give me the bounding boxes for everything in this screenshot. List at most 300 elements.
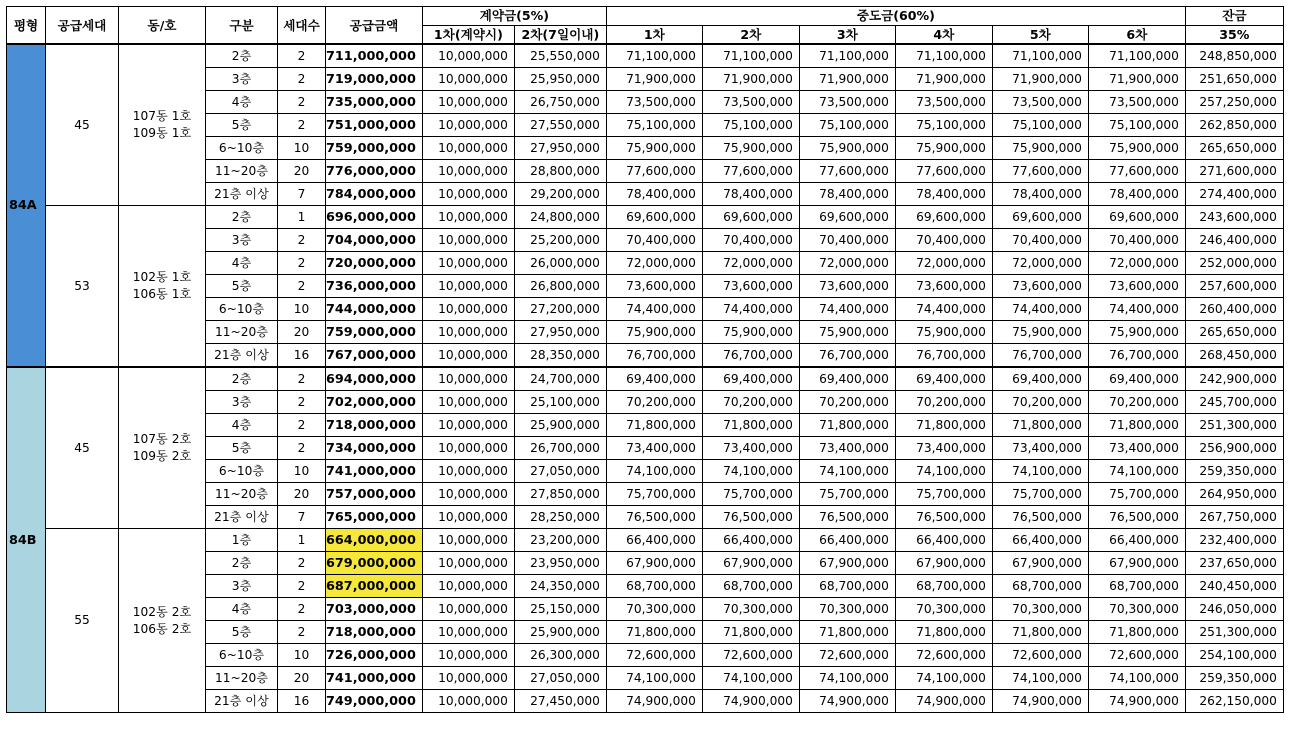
middle-payment-6-cell: 70,400,000 (1088, 229, 1185, 252)
balance-cell: 251,300,000 (1185, 414, 1283, 437)
supply-units-cell: 55 (46, 529, 119, 713)
middle-payment-2-cell: 75,900,000 (702, 321, 799, 344)
middle-payment-2-cell: 75,900,000 (702, 137, 799, 160)
supply-price-cell: 744,000,000 (326, 298, 423, 321)
building-cell (119, 367, 206, 529)
middle-payment-3-cell: 67,900,000 (799, 552, 895, 575)
middle-payment-2-cell: 68,700,000 (702, 575, 799, 598)
households-cell: 2 (278, 367, 326, 391)
contract-1-cell: 10,000,000 (422, 275, 514, 298)
header-middle-1: 1차 (606, 25, 702, 44)
floor-cell: 21층 이상 (206, 506, 278, 529)
middle-payment-4-cell: 73,600,000 (895, 275, 992, 298)
contract-1-cell: 10,000,000 (422, 252, 514, 275)
contract-2-cell: 26,800,000 (514, 275, 606, 298)
middle-payment-2-cell: 71,100,000 (702, 44, 799, 68)
middle-payment-2-cell: 75,100,000 (702, 114, 799, 137)
floor-cell: 4층 (206, 252, 278, 275)
balance-cell: 248,850,000 (1185, 44, 1283, 68)
middle-payment-1-cell: 74,900,000 (606, 690, 702, 713)
contract-2-cell: 23,200,000 (514, 529, 606, 552)
building-line: 106동 1호 (132, 287, 192, 301)
contract-2-cell: 28,800,000 (514, 160, 606, 183)
middle-payment-6-cell: 73,400,000 (1088, 437, 1185, 460)
middle-payment-4-cell: 71,800,000 (895, 621, 992, 644)
middle-payment-2-cell: 69,400,000 (702, 367, 799, 391)
middle-payment-5-cell: 70,200,000 (992, 391, 1088, 414)
households-cell: 2 (278, 391, 326, 414)
table-body (7, 44, 1284, 713)
unit-type-cell: 84A (7, 44, 46, 367)
floor-cell: 3층 (206, 391, 278, 414)
households-cell: 16 (278, 690, 326, 713)
floor-cell: 4층 (206, 91, 278, 114)
contract-1-cell: 10,000,000 (422, 506, 514, 529)
middle-payment-3-cell: 70,400,000 (799, 229, 895, 252)
contract-2-cell: 25,900,000 (514, 621, 606, 644)
supply-price-cell: 726,000,000 (326, 644, 423, 667)
middle-payment-1-cell: 75,900,000 (606, 137, 702, 160)
balance-cell: 251,650,000 (1185, 68, 1283, 91)
floor-cell: 3층 (206, 575, 278, 598)
middle-payment-4-cell: 75,900,000 (895, 321, 992, 344)
middle-payment-2-cell: 69,600,000 (702, 206, 799, 229)
middle-payment-2-cell: 73,600,000 (702, 275, 799, 298)
middle-payment-6-cell: 74,100,000 (1088, 460, 1185, 483)
header-floor: 구분 (206, 7, 278, 45)
balance-cell: 267,750,000 (1185, 506, 1283, 529)
supply-price-cell: 719,000,000 (326, 68, 423, 91)
middle-payment-2-cell: 66,400,000 (702, 529, 799, 552)
floor-cell: 4층 (206, 414, 278, 437)
balance-cell: 259,350,000 (1185, 460, 1283, 483)
middle-payment-5-cell: 74,400,000 (992, 298, 1088, 321)
middle-payment-2-cell: 71,900,000 (702, 68, 799, 91)
middle-payment-6-cell: 75,700,000 (1088, 483, 1185, 506)
balance-cell: 251,300,000 (1185, 621, 1283, 644)
middle-payment-4-cell: 78,400,000 (895, 183, 992, 206)
table-row (7, 206, 1284, 229)
households-cell: 7 (278, 506, 326, 529)
supply-price-cell: 751,000,000 (326, 114, 423, 137)
middle-payment-4-cell: 69,600,000 (895, 206, 992, 229)
middle-payment-6-cell: 72,600,000 (1088, 644, 1185, 667)
contract-1-cell: 10,000,000 (422, 414, 514, 437)
supply-price-cell: 687,000,000 (326, 575, 423, 598)
contract-1-cell: 10,000,000 (422, 321, 514, 344)
middle-payment-6-cell: 76,700,000 (1088, 344, 1185, 368)
middle-payment-1-cell: 73,600,000 (606, 275, 702, 298)
building-cell (119, 206, 206, 368)
middle-payment-5-cell: 71,100,000 (992, 44, 1088, 68)
middle-payment-3-cell: 72,600,000 (799, 644, 895, 667)
balance-cell: 256,900,000 (1185, 437, 1283, 460)
middle-payment-2-cell: 67,900,000 (702, 552, 799, 575)
supply-price-cell: 694,000,000 (326, 367, 423, 391)
balance-cell: 245,700,000 (1185, 391, 1283, 414)
contract-2-cell: 27,850,000 (514, 483, 606, 506)
contract-2-cell: 27,950,000 (514, 137, 606, 160)
contract-2-cell: 27,200,000 (514, 298, 606, 321)
middle-payment-2-cell: 78,400,000 (702, 183, 799, 206)
middle-payment-3-cell: 71,800,000 (799, 414, 895, 437)
middle-payment-6-cell: 74,400,000 (1088, 298, 1185, 321)
supply-price-cell: 664,000,000 (326, 529, 423, 552)
middle-payment-2-cell: 75,700,000 (702, 483, 799, 506)
middle-payment-6-cell: 72,000,000 (1088, 252, 1185, 275)
households-cell: 10 (278, 644, 326, 667)
middle-payment-5-cell: 70,300,000 (992, 598, 1088, 621)
middle-payment-1-cell: 73,400,000 (606, 437, 702, 460)
contract-1-cell: 10,000,000 (422, 137, 514, 160)
middle-payment-6-cell: 70,300,000 (1088, 598, 1185, 621)
balance-cell: 257,250,000 (1185, 91, 1283, 114)
middle-payment-4-cell: 66,400,000 (895, 529, 992, 552)
middle-payment-6-cell: 74,900,000 (1088, 690, 1185, 713)
middle-payment-2-cell: 74,900,000 (702, 690, 799, 713)
middle-payment-1-cell: 75,700,000 (606, 483, 702, 506)
middle-payment-2-cell: 76,500,000 (702, 506, 799, 529)
balance-cell: 274,400,000 (1185, 183, 1283, 206)
middle-payment-5-cell: 77,600,000 (992, 160, 1088, 183)
middle-payment-4-cell: 72,600,000 (895, 644, 992, 667)
middle-payment-3-cell: 76,700,000 (799, 344, 895, 368)
building-cell (119, 529, 206, 713)
header-contract-1: 1차(계약시) (422, 25, 514, 44)
contract-1-cell: 10,000,000 (422, 483, 514, 506)
table-row (7, 44, 1284, 68)
middle-payment-4-cell: 71,800,000 (895, 414, 992, 437)
middle-payment-2-cell: 71,800,000 (702, 414, 799, 437)
middle-payment-2-cell: 70,300,000 (702, 598, 799, 621)
header-middle-2: 2차 (702, 25, 799, 44)
households-cell: 20 (278, 321, 326, 344)
middle-payment-6-cell: 66,400,000 (1088, 529, 1185, 552)
balance-cell: 265,650,000 (1185, 321, 1283, 344)
middle-payment-5-cell: 74,100,000 (992, 460, 1088, 483)
balance-cell: 254,100,000 (1185, 644, 1283, 667)
supply-units-cell: 53 (46, 206, 119, 368)
middle-payment-2-cell: 74,100,000 (702, 460, 799, 483)
middle-payment-3-cell: 75,700,000 (799, 483, 895, 506)
middle-payment-1-cell: 70,300,000 (606, 598, 702, 621)
middle-payment-6-cell: 70,200,000 (1088, 391, 1185, 414)
middle-payment-6-cell: 74,100,000 (1088, 667, 1185, 690)
building-line: 109동 1호 (132, 126, 192, 140)
building-line: 107동 2호 (132, 432, 192, 446)
balance-cell: 271,600,000 (1185, 160, 1283, 183)
middle-payment-2-cell: 74,400,000 (702, 298, 799, 321)
households-cell: 2 (278, 44, 326, 68)
balance-cell: 252,000,000 (1185, 252, 1283, 275)
middle-payment-6-cell: 71,800,000 (1088, 621, 1185, 644)
header-contract-2: 2차(7일이내) (514, 25, 606, 44)
households-cell: 20 (278, 160, 326, 183)
supply-price-cell: 784,000,000 (326, 183, 423, 206)
floor-cell: 5층 (206, 114, 278, 137)
households-cell: 2 (278, 575, 326, 598)
supply-price-cell: 735,000,000 (326, 91, 423, 114)
middle-payment-1-cell: 75,100,000 (606, 114, 702, 137)
middle-payment-6-cell: 76,500,000 (1088, 506, 1185, 529)
middle-payment-1-cell: 69,400,000 (606, 367, 702, 391)
households-cell: 2 (278, 275, 326, 298)
building-line: 107동 1호 (132, 109, 192, 123)
balance-cell: 246,400,000 (1185, 229, 1283, 252)
middle-payment-4-cell: 74,900,000 (895, 690, 992, 713)
middle-payment-4-cell: 76,500,000 (895, 506, 992, 529)
header-balance: 잔금 (1185, 7, 1283, 26)
middle-payment-4-cell: 69,400,000 (895, 367, 992, 391)
middle-payment-5-cell: 75,700,000 (992, 483, 1088, 506)
building-cell (119, 44, 206, 206)
supply-price-cell: 776,000,000 (326, 160, 423, 183)
contract-2-cell: 28,350,000 (514, 344, 606, 368)
price-table-container (6, 6, 1284, 713)
price-table (6, 6, 1284, 713)
middle-payment-1-cell: 70,400,000 (606, 229, 702, 252)
middle-payment-6-cell: 67,900,000 (1088, 552, 1185, 575)
unit-type-cell: 84B (7, 367, 46, 713)
contract-2-cell: 23,950,000 (514, 552, 606, 575)
middle-payment-2-cell: 71,800,000 (702, 621, 799, 644)
building-line: 109동 2호 (132, 449, 192, 463)
contract-2-cell: 27,550,000 (514, 114, 606, 137)
middle-payment-5-cell: 71,800,000 (992, 414, 1088, 437)
households-cell: 1 (278, 206, 326, 229)
building-line: 102동 1호 (132, 270, 192, 284)
households-cell: 2 (278, 414, 326, 437)
supply-price-cell: 702,000,000 (326, 391, 423, 414)
floor-cell: 5층 (206, 437, 278, 460)
middle-payment-3-cell: 78,400,000 (799, 183, 895, 206)
middle-payment-4-cell: 71,900,000 (895, 68, 992, 91)
middle-payment-1-cell: 70,200,000 (606, 391, 702, 414)
supply-price-cell: 696,000,000 (326, 206, 423, 229)
supply-price-cell: 718,000,000 (326, 414, 423, 437)
middle-payment-1-cell: 75,900,000 (606, 321, 702, 344)
supply-price-cell: 736,000,000 (326, 275, 423, 298)
households-cell: 2 (278, 68, 326, 91)
middle-payment-4-cell: 70,400,000 (895, 229, 992, 252)
middle-payment-5-cell: 76,700,000 (992, 344, 1088, 368)
floor-cell: 5층 (206, 275, 278, 298)
contract-2-cell: 26,750,000 (514, 91, 606, 114)
middle-payment-4-cell: 75,700,000 (895, 483, 992, 506)
middle-payment-2-cell: 74,100,000 (702, 667, 799, 690)
households-cell: 10 (278, 460, 326, 483)
contract-2-cell: 27,450,000 (514, 690, 606, 713)
contract-1-cell: 10,000,000 (422, 344, 514, 368)
middle-payment-5-cell: 73,600,000 (992, 275, 1088, 298)
floor-cell: 3층 (206, 68, 278, 91)
balance-cell: 259,350,000 (1185, 667, 1283, 690)
contract-2-cell: 25,100,000 (514, 391, 606, 414)
middle-payment-3-cell: 73,400,000 (799, 437, 895, 460)
building-line: 102동 2호 (132, 604, 192, 619)
middle-payment-4-cell: 70,200,000 (895, 391, 992, 414)
middle-payment-1-cell: 76,700,000 (606, 344, 702, 368)
middle-payment-1-cell: 71,100,000 (606, 44, 702, 68)
middle-payment-2-cell: 72,000,000 (702, 252, 799, 275)
header-middle-4: 4차 (895, 25, 992, 44)
contract-2-cell: 29,200,000 (514, 183, 606, 206)
floor-cell: 11~20층 (206, 667, 278, 690)
header-households: 세대수 (278, 7, 326, 45)
middle-payment-6-cell: 68,700,000 (1088, 575, 1185, 598)
households-cell: 1 (278, 529, 326, 552)
balance-cell: 257,600,000 (1185, 275, 1283, 298)
households-cell: 2 (278, 91, 326, 114)
middle-payment-5-cell: 71,800,000 (992, 621, 1088, 644)
header-middle: 중도금(60%) (606, 7, 1185, 26)
contract-2-cell: 25,200,000 (514, 229, 606, 252)
middle-payment-3-cell: 71,900,000 (799, 68, 895, 91)
middle-payment-1-cell: 74,100,000 (606, 667, 702, 690)
middle-payment-4-cell: 73,500,000 (895, 91, 992, 114)
balance-cell: 262,150,000 (1185, 690, 1283, 713)
supply-price-cell: 759,000,000 (326, 137, 423, 160)
floor-cell: 11~20층 (206, 483, 278, 506)
middle-payment-4-cell: 67,900,000 (895, 552, 992, 575)
floor-cell: 6~10층 (206, 137, 278, 160)
contract-1-cell: 10,000,000 (422, 298, 514, 321)
middle-payment-2-cell: 77,600,000 (702, 160, 799, 183)
supply-price-cell: 704,000,000 (326, 229, 423, 252)
middle-payment-4-cell: 75,100,000 (895, 114, 992, 137)
middle-payment-3-cell: 73,600,000 (799, 275, 895, 298)
middle-payment-6-cell: 69,600,000 (1088, 206, 1185, 229)
supply-price-cell: 759,000,000 (326, 321, 423, 344)
floor-cell: 21층 이상 (206, 690, 278, 713)
floor-cell: 3층 (206, 229, 278, 252)
balance-cell: 268,450,000 (1185, 344, 1283, 368)
middle-payment-3-cell: 74,900,000 (799, 690, 895, 713)
households-cell: 16 (278, 344, 326, 368)
contract-1-cell: 10,000,000 (422, 367, 514, 391)
middle-payment-4-cell: 77,600,000 (895, 160, 992, 183)
middle-payment-3-cell: 69,600,000 (799, 206, 895, 229)
middle-payment-6-cell: 71,100,000 (1088, 44, 1185, 68)
floor-cell: 2층 (206, 206, 278, 229)
contract-1-cell: 10,000,000 (422, 160, 514, 183)
contract-1-cell: 10,000,000 (422, 575, 514, 598)
middle-payment-1-cell: 72,600,000 (606, 644, 702, 667)
floor-cell: 11~20층 (206, 160, 278, 183)
middle-payment-2-cell: 73,500,000 (702, 91, 799, 114)
middle-payment-3-cell: 72,000,000 (799, 252, 895, 275)
supply-price-cell: 718,000,000 (326, 621, 423, 644)
middle-payment-4-cell: 73,400,000 (895, 437, 992, 460)
middle-payment-4-cell: 74,100,000 (895, 667, 992, 690)
middle-payment-1-cell: 66,400,000 (606, 529, 702, 552)
middle-payment-5-cell: 78,400,000 (992, 183, 1088, 206)
middle-payment-5-cell: 68,700,000 (992, 575, 1088, 598)
contract-2-cell: 25,900,000 (514, 414, 606, 437)
contract-1-cell: 10,000,000 (422, 391, 514, 414)
floor-cell: 5층 (206, 621, 278, 644)
middle-payment-1-cell: 78,400,000 (606, 183, 702, 206)
contract-1-cell: 10,000,000 (422, 644, 514, 667)
middle-payment-6-cell: 75,900,000 (1088, 137, 1185, 160)
contract-1-cell: 10,000,000 (422, 690, 514, 713)
contract-1-cell: 10,000,000 (422, 621, 514, 644)
middle-payment-6-cell: 78,400,000 (1088, 183, 1185, 206)
middle-payment-3-cell: 77,600,000 (799, 160, 895, 183)
middle-payment-3-cell: 75,900,000 (799, 137, 895, 160)
middle-payment-5-cell: 70,400,000 (992, 229, 1088, 252)
middle-payment-6-cell: 75,100,000 (1088, 114, 1185, 137)
middle-payment-4-cell: 68,700,000 (895, 575, 992, 598)
balance-cell: 232,400,000 (1185, 529, 1283, 552)
floor-cell: 2층 (206, 44, 278, 68)
supply-price-cell: 741,000,000 (326, 667, 423, 690)
header-type: 평형 (7, 7, 46, 45)
supply-price-cell: 757,000,000 (326, 483, 423, 506)
households-cell: 7 (278, 183, 326, 206)
contract-2-cell: 25,150,000 (514, 598, 606, 621)
balance-cell: 265,650,000 (1185, 137, 1283, 160)
households-cell: 10 (278, 298, 326, 321)
middle-payment-3-cell: 70,300,000 (799, 598, 895, 621)
contract-1-cell: 10,000,000 (422, 229, 514, 252)
header-building: 동/호 (119, 7, 206, 45)
contract-2-cell: 26,700,000 (514, 437, 606, 460)
header-middle-5: 5차 (992, 25, 1088, 44)
header-supply-price: 공급금액 (326, 7, 423, 45)
contract-1-cell: 10,000,000 (422, 552, 514, 575)
middle-payment-3-cell: 75,900,000 (799, 321, 895, 344)
middle-payment-1-cell: 74,100,000 (606, 460, 702, 483)
middle-payment-2-cell: 76,700,000 (702, 344, 799, 368)
contract-2-cell: 24,700,000 (514, 367, 606, 391)
balance-cell: 237,650,000 (1185, 552, 1283, 575)
middle-payment-5-cell: 76,500,000 (992, 506, 1088, 529)
households-cell: 2 (278, 598, 326, 621)
contract-1-cell: 10,000,000 (422, 114, 514, 137)
contract-1-cell: 10,000,000 (422, 183, 514, 206)
middle-payment-5-cell: 75,900,000 (992, 321, 1088, 344)
floor-cell: 2층 (206, 367, 278, 391)
middle-payment-3-cell: 66,400,000 (799, 529, 895, 552)
supply-price-cell: 734,000,000 (326, 437, 423, 460)
middle-payment-5-cell: 74,100,000 (992, 667, 1088, 690)
floor-cell: 6~10층 (206, 460, 278, 483)
supply-price-cell: 711,000,000 (326, 44, 423, 68)
middle-payment-4-cell: 75,900,000 (895, 137, 992, 160)
middle-payment-1-cell: 68,700,000 (606, 575, 702, 598)
households-cell: 2 (278, 437, 326, 460)
middle-payment-5-cell: 69,400,000 (992, 367, 1088, 391)
middle-payment-6-cell: 69,400,000 (1088, 367, 1185, 391)
contract-2-cell: 24,350,000 (514, 575, 606, 598)
middle-payment-5-cell: 67,900,000 (992, 552, 1088, 575)
building-line: 106동 2호 (132, 621, 192, 636)
middle-payment-3-cell: 68,700,000 (799, 575, 895, 598)
header-middle-6: 6차 (1088, 25, 1185, 44)
middle-payment-3-cell: 69,400,000 (799, 367, 895, 391)
floor-cell: 1층 (206, 529, 278, 552)
contract-2-cell: 26,000,000 (514, 252, 606, 275)
supply-price-cell: 720,000,000 (326, 252, 423, 275)
middle-payment-6-cell: 71,800,000 (1088, 414, 1185, 437)
supply-price-cell: 679,000,000 (326, 552, 423, 575)
supply-units-cell: 45 (46, 367, 119, 529)
middle-payment-4-cell: 71,100,000 (895, 44, 992, 68)
middle-payment-3-cell: 75,100,000 (799, 114, 895, 137)
balance-cell: 246,050,000 (1185, 598, 1283, 621)
middle-payment-6-cell: 73,600,000 (1088, 275, 1185, 298)
